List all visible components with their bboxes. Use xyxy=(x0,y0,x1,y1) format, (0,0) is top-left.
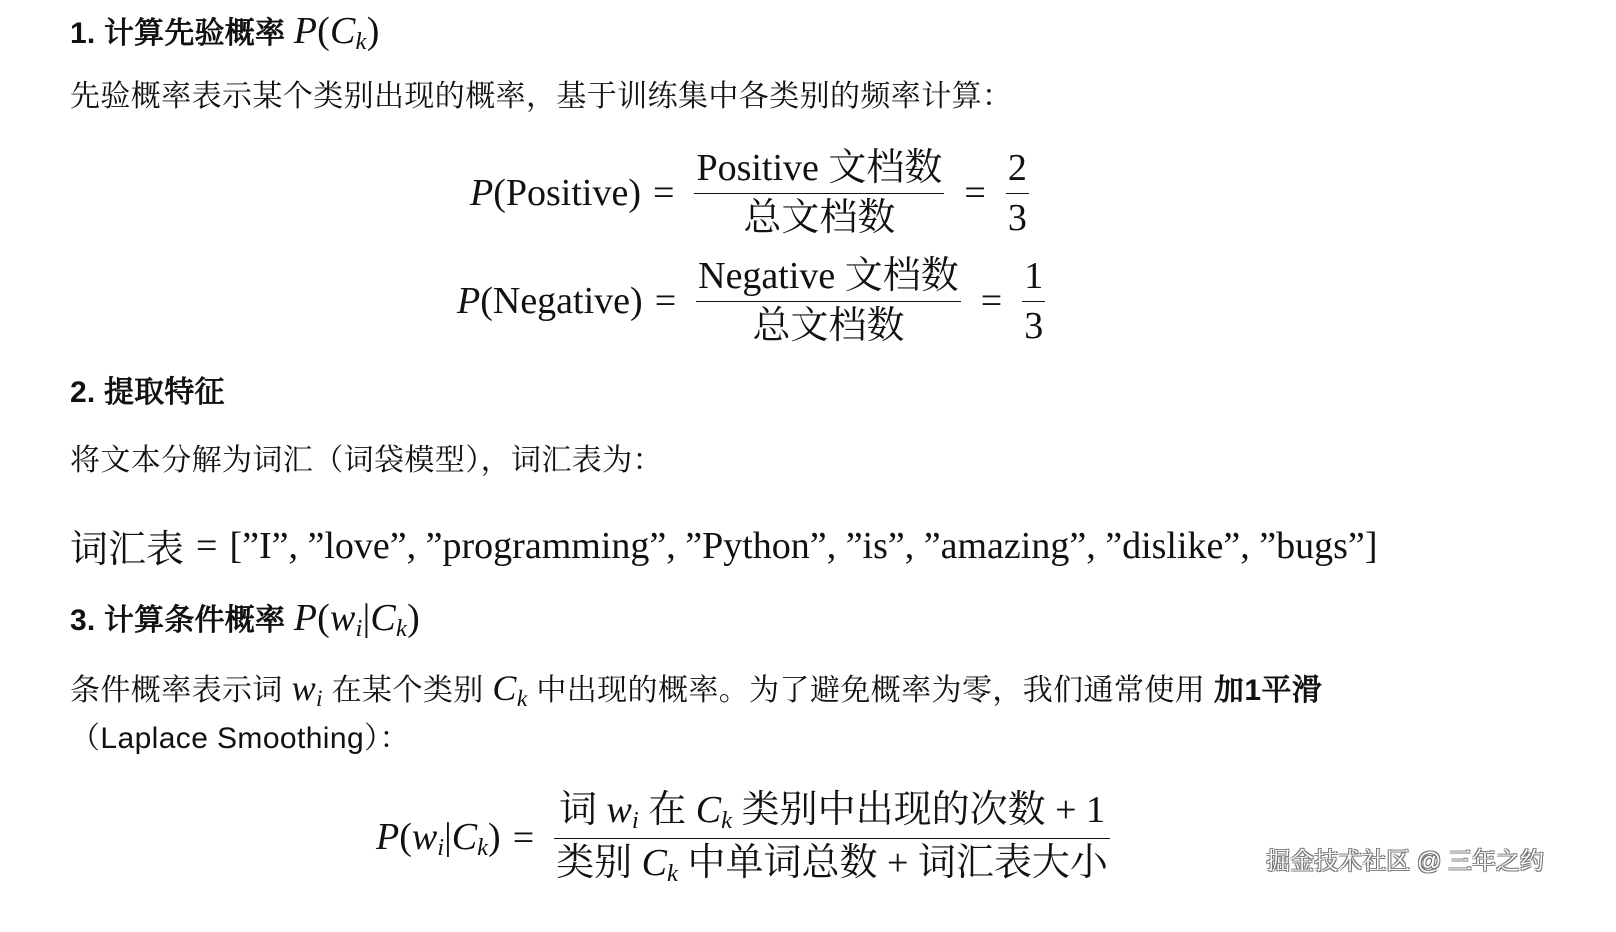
section-3-heading-text: 3. 计算条件概率 xyxy=(70,604,286,637)
section-3-intro-line-2: （Laplace Smoothing）： xyxy=(70,722,410,755)
result-fraction xyxy=(1006,145,1029,242)
vocabulary-separator: , xyxy=(666,524,686,567)
vocabulary-item: ”dislike” xyxy=(1105,524,1241,567)
vocabulary-separator: , xyxy=(288,524,308,567)
fraction xyxy=(696,253,961,350)
vocabulary-separator: , xyxy=(1086,524,1106,567)
numerator-constant: 1 xyxy=(1086,789,1106,831)
section-3-heading xyxy=(70,599,420,642)
vocabulary-equation xyxy=(70,518,1377,573)
fraction xyxy=(694,145,944,242)
conditional-probability-equation xyxy=(376,787,1118,890)
prior-negative-equation xyxy=(457,253,1053,350)
formula-symbol: C xyxy=(370,597,396,639)
fraction-bar xyxy=(1006,193,1029,194)
section-3-heading-formula: $P(w_i|C_k)$ xyxy=(293,597,420,643)
section-2-intro: 将文本分解为词汇（词袋模型），词汇表为： xyxy=(70,444,663,477)
fraction-numerator: Negative 文档数 xyxy=(698,255,959,297)
intro-text: 条件概率表示词 xyxy=(70,674,283,707)
formula-symbol: C xyxy=(329,10,356,52)
equals-sign: = xyxy=(980,280,1003,323)
fraction xyxy=(554,787,1110,890)
class-label: Negative xyxy=(492,280,631,323)
formula-subscript: i xyxy=(315,685,323,712)
vocabulary-item: ”programming” xyxy=(425,524,667,567)
fraction-bar xyxy=(554,838,1110,839)
formula-symbol: C xyxy=(641,842,667,885)
formula-symbol: C xyxy=(451,815,478,858)
formula-subscript: k xyxy=(516,685,528,712)
formula-symbol: C xyxy=(695,789,722,831)
fraction-denominator: 总文档数 xyxy=(752,305,905,348)
section-1-heading xyxy=(70,12,380,55)
formula-subscript: k xyxy=(395,615,408,643)
numerator-text: 在 xyxy=(648,789,687,831)
vocabulary-separator: , xyxy=(904,524,924,567)
fraction-denominator: 类别 $C_k$ 中单词总数 + 词汇表大小 xyxy=(556,842,1108,888)
vocabulary-item: ”is” xyxy=(845,524,905,567)
section-1-heading-text: 1. 计算先验概率 xyxy=(70,17,286,50)
section-2-heading: 2. 提取特征 xyxy=(70,376,225,409)
formula-symbol: w xyxy=(329,597,356,639)
denominator-text: 词汇表大小 xyxy=(917,842,1108,885)
equals-sign: = xyxy=(654,280,677,323)
vocabulary-list: [”I”, ”love”, ”programming”, ”Python”, ”is”, ”amazing”, ”dislike”, ”bugs”] xyxy=(229,524,1378,567)
class-label: Positive xyxy=(505,172,629,215)
fraction-bar xyxy=(696,301,961,302)
intro-text: 在某个类别 xyxy=(331,674,484,707)
result-denominator: 3 xyxy=(1024,305,1044,348)
watermark: 掘金技术社区 @ 三年之约 xyxy=(1266,848,1544,875)
section-1-heading-formula: $P(C_k)$ xyxy=(293,10,380,56)
vocabulary-separator: , xyxy=(406,524,426,567)
formula-symbol: P xyxy=(457,280,481,323)
vocabulary-item: ”I” xyxy=(242,524,289,567)
formula-subscript: i xyxy=(437,833,445,861)
vocabulary-separator: , xyxy=(826,524,846,567)
formula-subscript: k xyxy=(667,860,678,888)
vocabulary-item: ”love” xyxy=(307,524,407,567)
formula-symbol: P xyxy=(293,597,318,639)
section-3-intro-line-1 xyxy=(70,670,1322,711)
formula-symbol: P xyxy=(293,10,318,52)
formula-subscript: i xyxy=(631,807,639,835)
formula-symbol: P xyxy=(470,172,494,215)
vocabulary-item: ”Python” xyxy=(685,524,827,567)
equals-sign: = xyxy=(196,524,218,567)
numerator-text: 词 xyxy=(559,789,598,831)
vocabulary-item: ”amazing” xyxy=(923,524,1087,567)
fraction-bar xyxy=(1022,301,1045,302)
result-numerator: 2 xyxy=(1007,147,1027,189)
section-1-intro: 先验概率表示某个类别出现的概率，基于训练集中各类别的频率计算： xyxy=(70,80,1013,113)
equation-lhs: P(Negative) xyxy=(457,280,643,323)
equals-sign: = xyxy=(512,817,535,860)
fraction-numerator: 词 $w_i$ 在 $C_k$ 类别中出现的次数 + 1 xyxy=(559,789,1106,835)
numerator-text: 类别中出现的次数 xyxy=(741,789,1046,831)
fraction-denominator: 总文档数 xyxy=(743,197,896,240)
prior-positive-equation xyxy=(470,145,1037,242)
result-fraction xyxy=(1022,253,1045,350)
laplace-smoothing-term: 加1平滑 xyxy=(1213,674,1323,707)
formula-subscript: i xyxy=(355,615,363,643)
formula-symbol: C xyxy=(492,668,517,708)
equals-sign: = xyxy=(964,172,986,215)
denominator-text: 类别 xyxy=(556,842,633,885)
denominator-text: 中单词总数 xyxy=(687,842,878,885)
formula-subscript: k xyxy=(721,807,733,835)
vocabulary-separator: , xyxy=(1240,524,1260,567)
result-denominator: 3 xyxy=(1007,197,1027,240)
formula-subscript: k xyxy=(477,833,489,861)
inline-formula xyxy=(492,668,528,712)
equals-sign: = xyxy=(653,172,675,215)
fraction-numerator: Positive 文档数 xyxy=(696,147,943,189)
fraction-bar xyxy=(694,193,944,194)
vocabulary-item: ”bugs” xyxy=(1259,524,1365,567)
formula-symbol: P xyxy=(376,815,400,858)
formula-symbol: w xyxy=(291,668,316,708)
inline-formula xyxy=(291,668,323,712)
formula-subscript: k xyxy=(355,28,367,56)
intro-text: 中出现的概率。为了避免概率为零，我们通常使用 xyxy=(536,674,1206,707)
equation-lhs: P(Positive) xyxy=(470,172,641,215)
result-numerator: 1 xyxy=(1024,255,1044,297)
vocabulary-items xyxy=(242,525,1365,567)
equation-lhs: $P(w_i|C_k)$ xyxy=(376,815,501,861)
formula-symbol: w xyxy=(606,789,632,831)
vocabulary-label: 词汇表 xyxy=(70,529,185,571)
formula-symbol: w xyxy=(411,815,438,858)
